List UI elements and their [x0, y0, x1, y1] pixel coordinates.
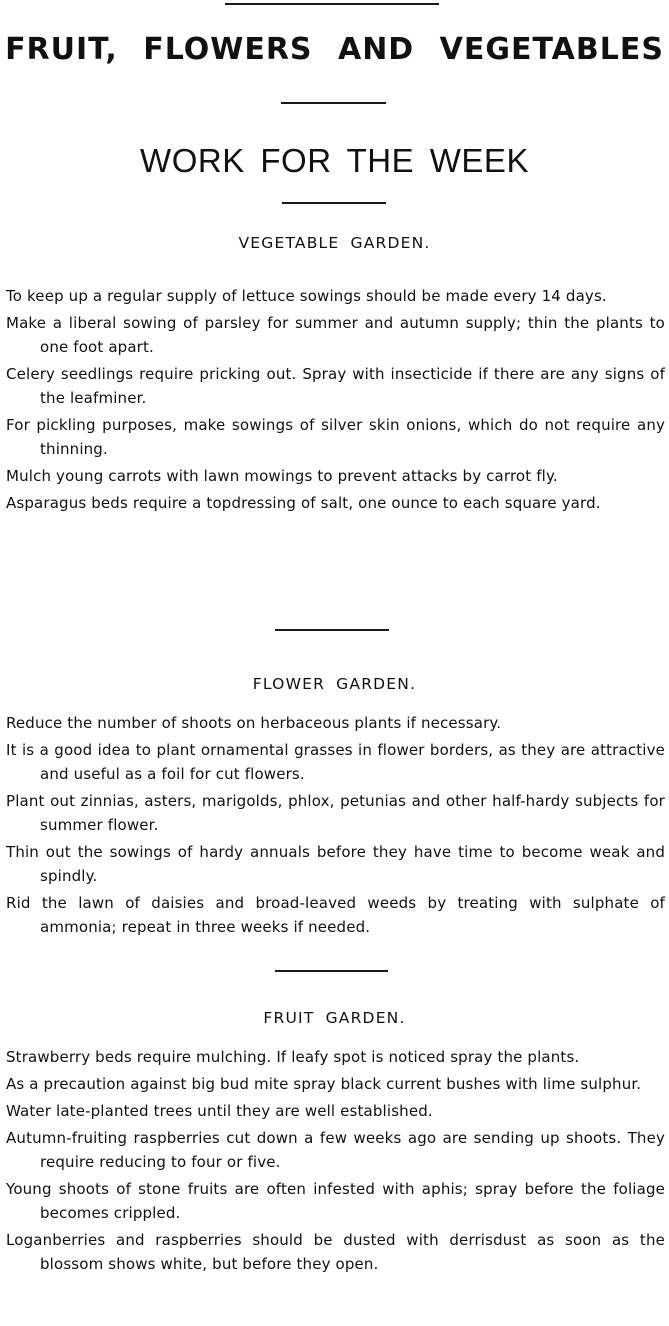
- fruit-garden-list: [6, 1045, 665, 1279]
- list-item: Autumn-fruiting raspberries cut down a few weeks ago are sending up shoots. They require reducing to four or five.: [6, 1129, 665, 1171]
- list-item: Young shoots of stone fruits are often infested with aphis; spray before the foliage becomes crippled.: [6, 1180, 665, 1222]
- list-item: To keep up a regular supply of lettuce sowings should be made every 14 days.: [6, 287, 607, 305]
- list-item: Make a liberal sowing of parsley for summer and autumn supply; thin the plants to one foot apart.: [6, 314, 665, 356]
- list-item: Rid the lawn of daisies and broad-leaved weeds by treating with sulphate of ammonia; repeat in three weeks if needed.: [6, 894, 665, 936]
- list-item: Plant out zinnias, asters, marigolds, phlox, petunias and other half-hardy subjects for summer flower.: [6, 792, 665, 834]
- section-heading-fruit-garden: FRUIT GARDEN.: [263, 1009, 406, 1027]
- top-rule: [225, 3, 439, 5]
- list-item: Celery seedlings require pricking out. Spray with insecticide if there are any signs of the leafminer.: [6, 365, 665, 407]
- list-item: Water late-planted trees until they are well established.: [6, 1102, 433, 1120]
- section-divider: [275, 629, 389, 631]
- list-item: For pickling purposes, make sowings of silver skin onions, which do not require any thinning.: [6, 416, 665, 458]
- list-item: As a precaution against big bud mite spray black current bushes with lime sulphur.: [6, 1075, 642, 1093]
- list-item: Strawberry beds require mulching. If leafy spot is noticed spray the plants.: [6, 1048, 580, 1066]
- list-item: Asparagus beds require a topdressing of salt, one ounce to each square yard.: [6, 494, 601, 512]
- vegetable-garden-list: [6, 284, 665, 518]
- subtitle-divider: [282, 202, 386, 204]
- list-item: It is a good idea to plant ornamental grasses in flower borders, as they are attractive and useful as a foil for cut flowers.: [6, 741, 665, 783]
- page-title: FRUIT, FLOWERS AND VEGETABLES: [5, 32, 664, 67]
- list-item: Thin out the sowings of hardy annuals before they have time to become weak and spindly.: [6, 843, 665, 885]
- list-item: Reduce the number of shoots on herbaceous plants if necessary.: [6, 714, 502, 732]
- section-divider: [275, 970, 388, 972]
- flower-garden-list: [6, 711, 665, 942]
- title-divider: [281, 102, 386, 104]
- page-subtitle: WORK FOR THE WEEK: [140, 142, 529, 179]
- list-item: Mulch young carrots with lawn mowings to prevent attacks by carrot fly.: [6, 467, 558, 485]
- list-item: Loganberries and raspberries should be dusted with derrisdust as soon as the blossom shows white, but before they open.: [6, 1231, 665, 1273]
- section-heading-vegetable-garden: VEGETABLE GARDEN.: [238, 234, 431, 252]
- section-heading-flower-garden: FLOWER GARDEN.: [252, 675, 417, 693]
